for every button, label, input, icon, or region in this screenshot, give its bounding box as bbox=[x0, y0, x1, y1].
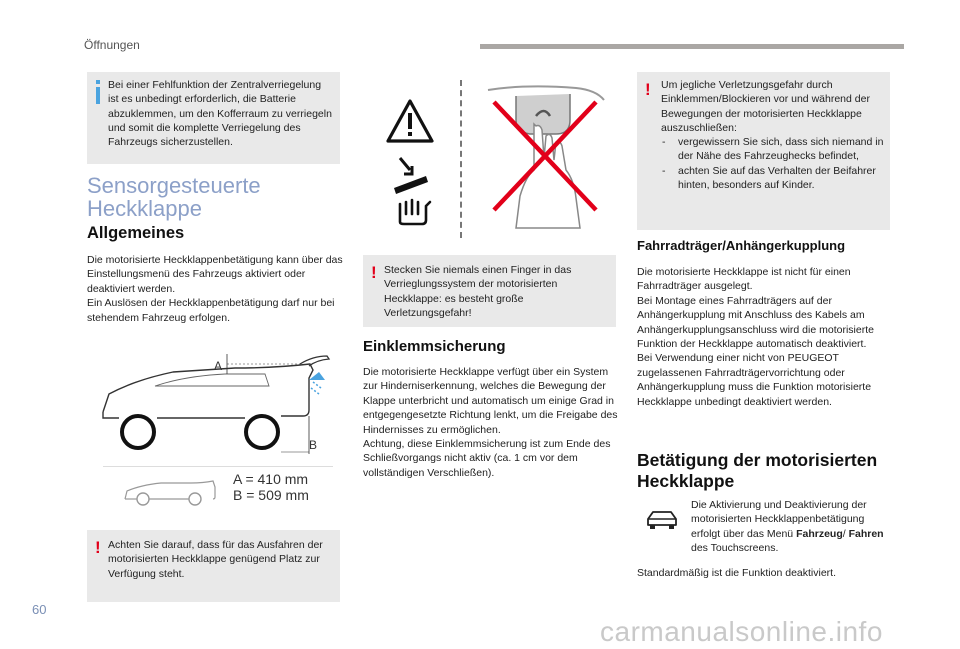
dimension-b: B = 509 mm bbox=[233, 487, 309, 503]
bike-rack-paragraph-3: Bei Verwendung einer nicht von PEUGEOT zugelassenen Fahrradträgervorrichtung oder Anhängerkupplung muss die Funktion motorisierte Heckklappe unbedingt deaktiviert werden. bbox=[637, 352, 872, 408]
activation-text-main: Die Aktivierung und Deaktivierung der motorisierten Heckklappenbetätigung erfolgt über das Menü bbox=[691, 499, 867, 540]
warning-box-space bbox=[87, 530, 340, 602]
illustration-divider bbox=[460, 80, 462, 238]
operation-heading bbox=[637, 450, 877, 492]
section-heading-line1: Sensorgesteuerte bbox=[87, 173, 261, 198]
intro-text bbox=[87, 253, 343, 325]
label-b: B bbox=[309, 438, 318, 452]
warning-icon: ! bbox=[645, 80, 651, 99]
info-box-text: Bei einer Fehlfunktion der Zentralverriegelung ist es unbedingt erforderlich, die Batterie abzuklemmen, um den Kofferraum zu verriegeln und somit die komplette Verriegelung des Fahrzeugs sicherzustellen. bbox=[108, 79, 332, 149]
list-item: - achten Sie auf das Verhalten der Beifahrer hinten, besonders auf Kinder. bbox=[661, 164, 887, 193]
bike-rack-paragraph-2: Bei Montage eines Fahrradträgers auf der Anhängerkupplung mit Anschluss des Kabels am Anhängerkupplungsanschluss wird die motorisierte Funktion der Heckklappe automatisch deaktiviert. bbox=[637, 294, 874, 351]
warning-triangle-icon bbox=[385, 98, 435, 144]
info-box bbox=[87, 72, 340, 164]
warning-box-finger bbox=[363, 255, 616, 327]
section-heading-line2: Heckklappe bbox=[87, 196, 202, 221]
operation-heading-line2: Heckklappe bbox=[637, 471, 735, 491]
menu-fahren: Fahren bbox=[848, 527, 884, 540]
warning-icon: ! bbox=[371, 263, 377, 282]
anti-pinch-heading: Einklemmsicherung bbox=[363, 338, 506, 355]
dimension-a: A = 410 mm bbox=[233, 471, 309, 487]
warning-injury-content bbox=[661, 78, 887, 192]
subsection-heading: Allgemeines bbox=[87, 224, 185, 242]
default-state-text: Standardmäßig ist die Funktion deaktiviert. bbox=[637, 567, 837, 579]
list-item: - vergewissern Sie sich, dass sich niemand in der Nähe des Fahrzeughecks befindet, bbox=[661, 135, 887, 164]
warning-box-injury bbox=[637, 72, 890, 230]
watermark: carmanualsonline.info bbox=[600, 616, 883, 647]
anti-pinch-text bbox=[363, 365, 619, 480]
operation-heading-line1: Betätigung der motorisierten bbox=[637, 450, 878, 470]
anti-pinch-paragraph-1: Die motorisierte Heckklappe verfügt über ein System zur Hinderniserkennung, welches die Bewegung der Klappe unterbricht und automatisch um einige Grad in entgegengesetzte Richtung lenkt, um die Freigabe des Hindernisses zu ermöglichen. bbox=[363, 366, 618, 436]
menu-fahrzeug: Fahrzeug bbox=[796, 527, 843, 540]
intro-paragraph-2: Ein Auslösen der Heckklappenbetätigung darf nur bei stehendem Fahrzeug erfolgen. bbox=[87, 297, 335, 324]
bike-rack-paragraph-1: Die motorisierte Heckklappe ist nicht für einen Fahrradträger ausgelegt. bbox=[637, 266, 851, 293]
page-number: 60 bbox=[32, 602, 47, 617]
activation-text-suffix: des Touchscreens. bbox=[691, 542, 779, 555]
warning-injury-list bbox=[661, 135, 887, 192]
car-silhouette-icon bbox=[121, 477, 219, 507]
dimension-values bbox=[233, 471, 309, 503]
anti-pinch-paragraph-2: Achtung, diese Einklemmsicherung ist zum Ende des Schließvorgangs nicht aktiv (ca. 1 cm vor dem vollständigen Verschließen). bbox=[363, 438, 611, 479]
label-a: A bbox=[214, 359, 223, 373]
header-bar bbox=[480, 44, 904, 49]
warning-space-text: Achten Sie darauf, dass für das Ausfahren der motorisierten Heckklappe genügend Platz zur Verfügung steht. bbox=[108, 539, 323, 580]
hand-gesture-icon bbox=[386, 156, 438, 226]
finger-prohibited-illustration bbox=[486, 80, 606, 230]
section-heading bbox=[87, 174, 261, 220]
dimension-panel bbox=[103, 466, 333, 513]
info-icon bbox=[94, 80, 102, 106]
bike-rack-heading: Fahrradträger/Anhängerkupplung bbox=[637, 238, 846, 253]
intro-paragraph-1: Die motorisierte Heckklappenbetätigung kann über das Einstellungsmenü des Fahrzeugs aktiviert oder deaktiviert werden. bbox=[87, 254, 343, 295]
menu-slash: / bbox=[842, 527, 846, 540]
section-title: Öffnungen bbox=[84, 38, 140, 52]
warning-finger-text: Stecken Sie niemals einen Finger in das Verrieglungssystem der motorisierten Heckklappe: es besteht große Verletzungsgefahr! bbox=[384, 264, 572, 319]
sensor-icon bbox=[309, 372, 325, 394]
warning-injury-intro: Um jegliche Verletzungsgefahr durch Einklemmen/Blockieren vor und während der Bewegungen der motorisierten Heckklappe auszuschließen: bbox=[661, 79, 870, 134]
bike-rack-text bbox=[637, 265, 893, 409]
warning-icon: ! bbox=[95, 538, 101, 557]
vehicle-menu-icon bbox=[645, 509, 679, 531]
activation-text bbox=[691, 498, 891, 556]
